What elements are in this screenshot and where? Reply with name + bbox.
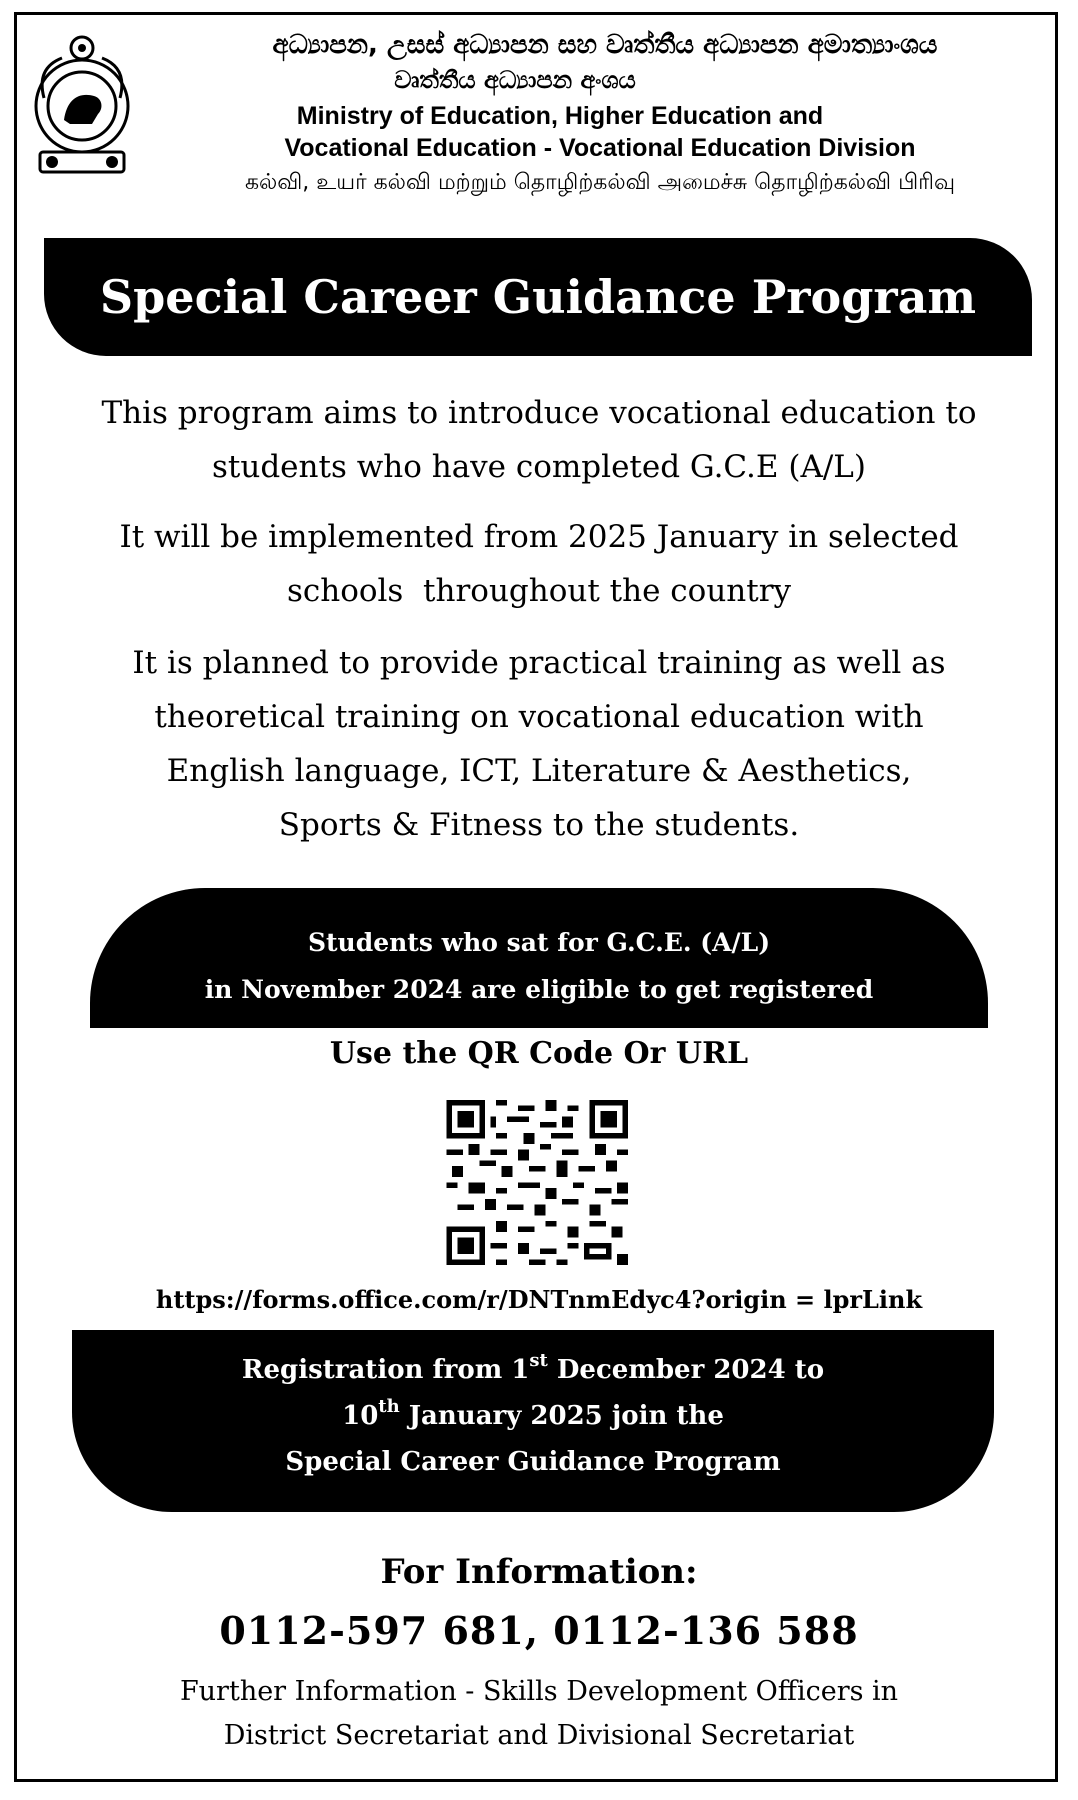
- title-banner: [44, 238, 1032, 356]
- header-sinhala-line-2: වෘත්තීය අධ්‍යාපන අංශය: [394, 66, 636, 94]
- header-english-line-1: Ministry of Education, Higher Education and: [296, 102, 824, 130]
- registration-banner: [72, 1330, 994, 1512]
- eligibility-line: in November 2024 are eligible to get registered: [204, 975, 874, 1004]
- paragraph-line: It will be implemented from 2025 January in selected: [119, 519, 959, 555]
- eligibility-banner: [90, 888, 988, 1028]
- paragraph-line: This program aims to introduce vocational education to: [101, 395, 977, 431]
- page-title: Special Career Guidance Program: [99, 270, 977, 324]
- further-information: [30, 1670, 1048, 1758]
- header-english-line-2: Vocational Education - Vocational Education Division: [284, 134, 916, 162]
- qr-code-icon[interactable]: [446, 1100, 628, 1265]
- further-information-line: District Secretariat and Divisional Secretariat: [223, 1720, 855, 1751]
- paragraph-line: It is planned to provide practical training as well as: [132, 645, 946, 681]
- information-heading: For Information:: [380, 1552, 698, 1592]
- paragraph-program-aim: [30, 386, 1048, 494]
- paragraph-line: English language, ICT, Literature & Aesthetics,: [166, 753, 912, 789]
- sri-lanka-emblem-icon: [22, 28, 142, 178]
- information-phone-numbers: 0112-597 681, 0112-136 588: [219, 1608, 859, 1653]
- eligibility-line: Students who sat for G.C.E. (A/L): [307, 928, 771, 957]
- paragraph-line: Sports & Fitness to the students.: [278, 807, 800, 843]
- registration-url-link[interactable]: https://forms.office.com/r/DNTnmEdyc4?origin = lprLink: [155, 1285, 923, 1314]
- registration-line-2: 10th January 2025 join the: [342, 1396, 724, 1431]
- header-tamil-line: கல்வி, உயர் கல்வி மற்றும் தொழிற்கல்வி அமைச்சு தொழிற்கல்வி பிரிவு: [244, 170, 956, 195]
- use-qr-heading: Use the QR Code Or URL: [329, 1036, 749, 1071]
- registration-line-1: Registration from 1st December 2024 to: [241, 1350, 825, 1385]
- paragraph-training: [30, 636, 1048, 852]
- registration-line-3: Special Career Guidance Program: [285, 1447, 781, 1477]
- header-sinhala-line-1: අධ්‍යාපන, උසස් අධ්‍යාපන සහ වෘත්තීය අධ්‍යාපන අමාත්‍යාංශය: [272, 30, 938, 60]
- further-information-line: Further Information - Skills Development Officers in: [179, 1676, 899, 1707]
- paragraph-line: schools throughout the country: [286, 573, 792, 609]
- paragraph-line: theoretical training on vocational education with: [154, 699, 924, 735]
- paragraph-line: students who have completed G.C.E (A/L): [212, 449, 866, 485]
- paragraph-implementation: [30, 510, 1048, 618]
